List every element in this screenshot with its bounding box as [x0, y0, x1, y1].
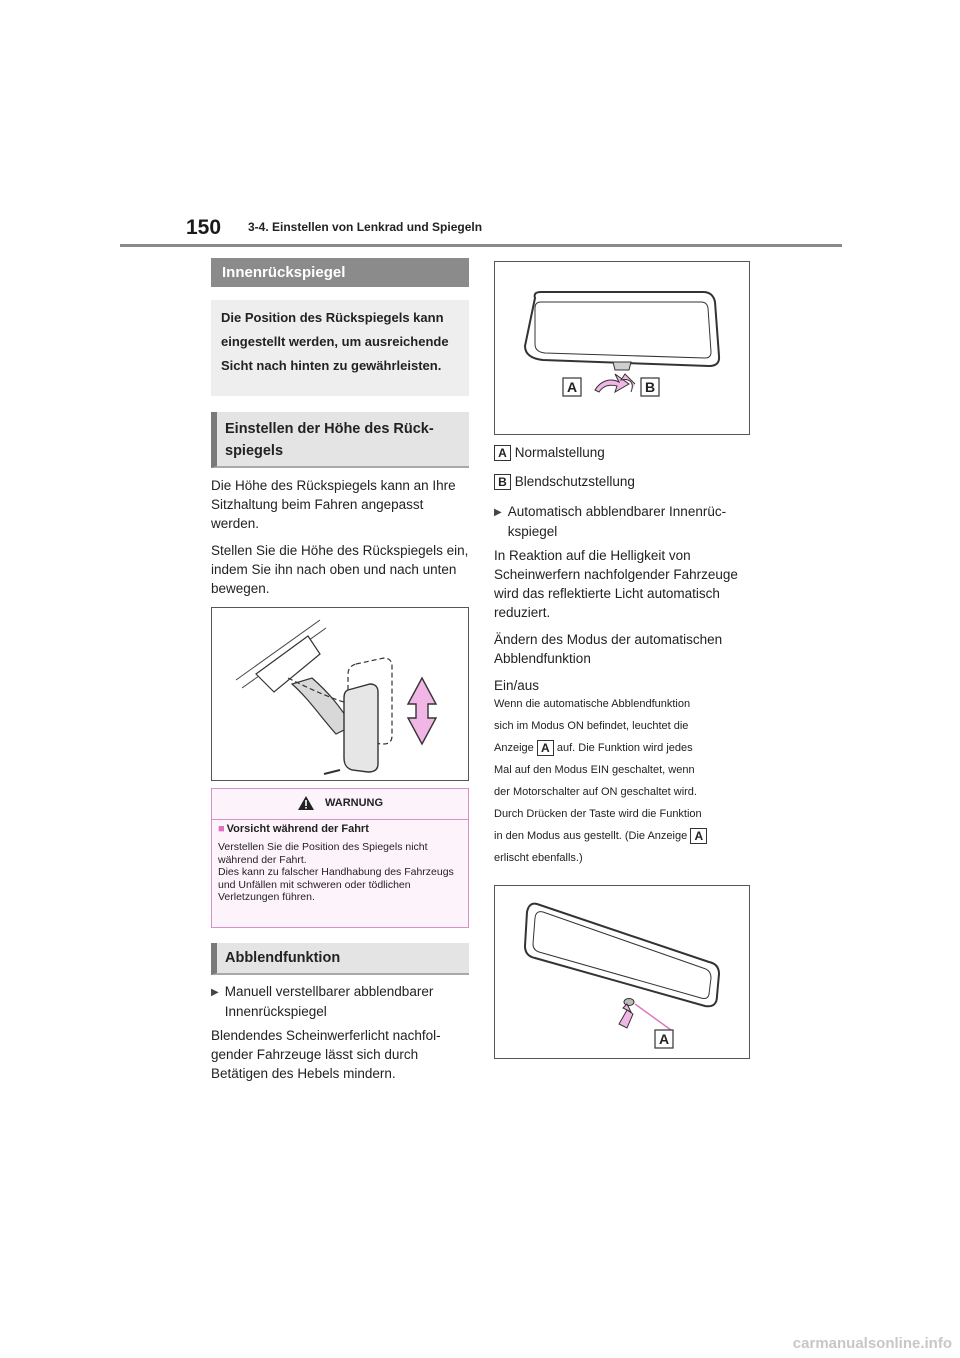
- note-line: Durch Drücken der Taste wird die Funktion: [494, 808, 702, 820]
- legend-a-text: Normalstellung: [514, 445, 605, 460]
- manual-bullet-text: Manuell verstellbarer abblendbarer Innenrückspiegel: [224, 984, 434, 1019]
- mirror-height-figure: [211, 607, 469, 781]
- note-line: der Motorschalter auf ON geschaltet wird.: [494, 786, 697, 798]
- square-bullet-icon: ■: [218, 823, 225, 835]
- manual-dim-section: [211, 982, 469, 1091]
- running-head: 3-4. Einstellen von Lenkrad und Spiegeln: [248, 220, 483, 234]
- header-rule: [120, 244, 842, 247]
- warning-subtitle: Vorsicht während der Fahrt: [226, 823, 369, 835]
- warning-subtitle-row: [218, 823, 369, 835]
- triangle-bullet-icon: ▶: [211, 987, 219, 998]
- fig-label-b: B: [644, 379, 656, 395]
- auto-para-3: Ein/aus: [494, 678, 540, 693]
- note-line: erlischt ebenfalls.): [494, 852, 583, 864]
- note-line: [494, 737, 752, 759]
- auto-mirror-figure: [494, 885, 750, 1059]
- warning-line-1: Verstellen Sie die Position des Spiegels nicht während der Fahrt.: [218, 841, 428, 866]
- note-line: sich im Modus ON befindet, leuchtet die: [494, 720, 689, 732]
- note-line: [494, 825, 752, 847]
- warning-box: [211, 788, 469, 928]
- mirror-height-illustration: [212, 608, 468, 780]
- note-line: Wenn die automatische Abblendfunktion: [494, 698, 691, 710]
- legend: [494, 443, 750, 491]
- indicator-badge: A: [690, 828, 707, 844]
- fig2-label-a: A: [658, 1031, 670, 1047]
- manual-bullet-row: [211, 982, 469, 1022]
- section-title-bar: Innenrückspiegel: [211, 258, 469, 287]
- fig-label-a: A: [566, 379, 578, 395]
- height-heading: Einstellen der Höhe des Rückspiegels: [211, 412, 469, 468]
- note-text: Anzeige: [494, 742, 534, 754]
- warning-icon: [297, 795, 315, 811]
- auto-para-2: Ändern des Modus der automatischen Abblendfunktion: [494, 632, 723, 666]
- auto-dim-section: [494, 502, 752, 703]
- badge-a: A: [494, 445, 511, 461]
- manual-para: Blendendes Scheinwerferlicht nachfolgender Fahrzeuge lässt sich durch Betätigen des Hebels mindern.: [211, 1028, 441, 1081]
- height-text: [211, 476, 469, 606]
- auto-mirror-illustration: [495, 886, 749, 1058]
- indicator-badge: A: [537, 740, 554, 756]
- height-para-2: Stellen Sie die Höhe des Rückspiegels ein, indem Sie ihn nach oben und nach unten bewegen.: [211, 543, 469, 596]
- watermark: carmanualsonline.info: [792, 1335, 952, 1352]
- note-line: Mal auf den Modus EIN geschaltet, wenn: [494, 764, 695, 776]
- note-text: auf. Die Funktion wird jedes: [556, 742, 693, 754]
- triangle-bullet-icon: ▶: [494, 507, 502, 518]
- auto-bullet-text: Automatisch abblendbarer Innenrückspiegel: [507, 504, 727, 539]
- intro-box: [211, 300, 469, 396]
- auto-note: [494, 693, 752, 869]
- page-number: 150: [186, 216, 222, 239]
- legend-b-text: Blendschutzstellung: [514, 474, 635, 489]
- auto-para-1: In Reaktion auf die Helligkeit von Scheinwerfern nachfolgender Fahrzeuge wird das reflektierte Licht automatisch reduziert.: [494, 548, 738, 620]
- legend-item-b: [494, 472, 750, 491]
- legend-item-a: [494, 443, 750, 462]
- intro-text: Die Position des Rückspiegels kann eingestellt werden, um ausreichende Sicht nach hinten zu gewährleisten.: [221, 310, 449, 373]
- auto-bullet-row: [494, 502, 752, 542]
- manual-mirror-figure: [494, 261, 750, 435]
- warning-body: [218, 841, 458, 904]
- manual-mirror-illustration: [495, 262, 749, 434]
- note-text: in den Modus aus gestellt. (Die Anzeige: [494, 830, 688, 842]
- warning-divider: [212, 819, 468, 820]
- dim-heading: Abblendfunktion: [211, 943, 469, 975]
- warning-line-2: Dies kann zu falscher Handhabung des Fahrzeugs und Unfällen mit schweren oder tödlichen Verletzungen führen.: [218, 866, 454, 903]
- warning-title: WARNUNG: [324, 797, 384, 809]
- warning-title-row: [212, 789, 468, 815]
- badge-b: B: [494, 474, 511, 490]
- height-para-1: Die Höhe des Rückspiegels kann an Ihre Sitzhaltung beim Fahren angepasst werden.: [211, 478, 456, 531]
